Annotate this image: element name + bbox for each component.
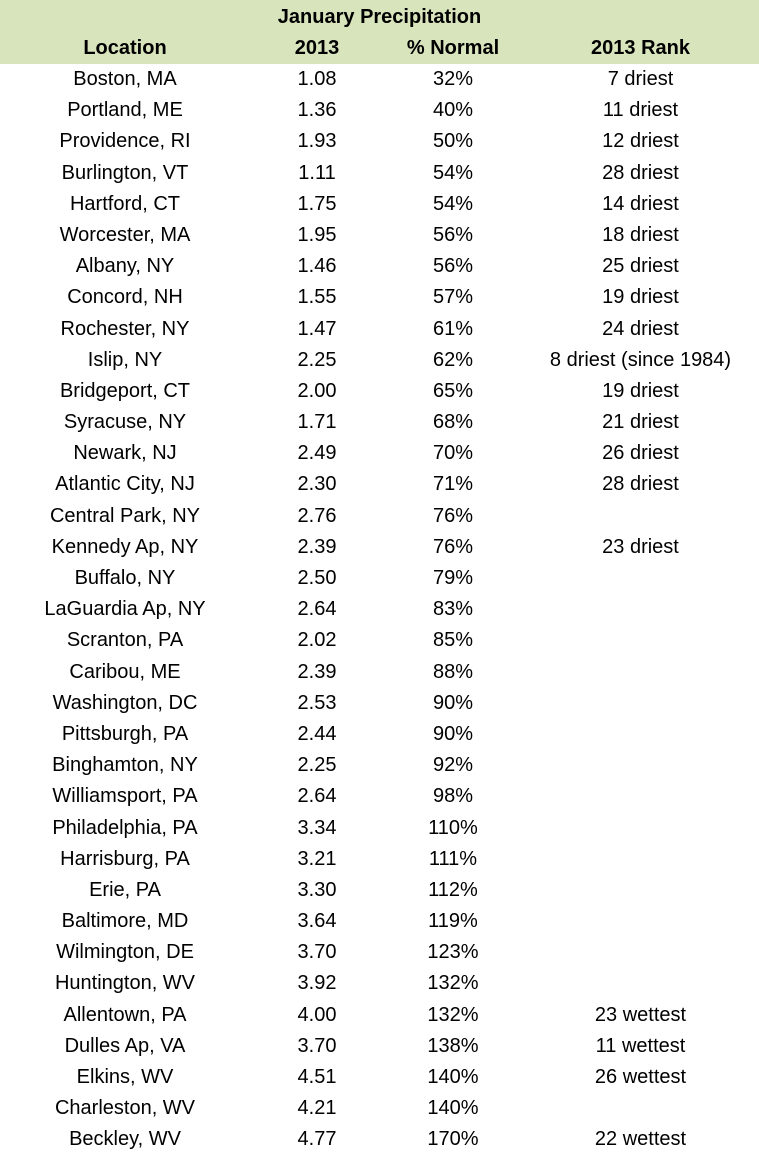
pct-normal-cell: 54%: [432, 192, 474, 215]
rank-cell: 24 driest: [602, 317, 679, 340]
location-cell: Providence, RI: [59, 130, 191, 153]
table-row: [0, 189, 759, 220]
precip-2013-cell: 2.44: [297, 722, 337, 745]
rank-cell: 26 wettest: [594, 1066, 687, 1088]
pct-normal-cell: 110%: [428, 816, 478, 839]
precip-2013-cell: 3.34: [297, 816, 337, 839]
rank-cell: 25 driest: [602, 255, 679, 278]
rank-cell: 14 driest: [602, 192, 679, 215]
table-row: [0, 282, 759, 313]
location-cell: Beckley, WV: [69, 1128, 181, 1151]
column-header-pct-normal: % Normal: [406, 37, 500, 59]
table-row: [0, 563, 759, 594]
rank-cell: 12 driest: [602, 130, 679, 153]
pct-normal-cell: 123%: [427, 941, 479, 964]
precip-2013-cell: 2.64: [297, 785, 337, 808]
location-cell: Philadelphia, PA: [52, 816, 198, 839]
table-row: [0, 220, 759, 251]
pct-normal-cell: 90%: [432, 691, 474, 714]
precip-2013-cell: 1.71: [297, 411, 337, 434]
location-cell: Islip, NY: [87, 348, 163, 371]
pct-normal-cell: 40%: [432, 99, 474, 122]
table-row: [0, 657, 759, 688]
pct-normal-cell: 140%: [427, 1097, 479, 1120]
rank-cell: 11 driest: [602, 99, 679, 122]
precip-2013-cell: 1.47: [297, 317, 337, 340]
rank-cell: 19 driest: [602, 379, 679, 402]
rank-cell: 8 driest (since 1984): [549, 348, 732, 371]
table-row: [0, 781, 759, 812]
table-row: [0, 625, 759, 656]
pct-normal-cell: 61%: [432, 317, 474, 340]
pct-normal-cell: 65%: [432, 379, 474, 402]
location-cell: Atlantic City, NJ: [55, 473, 195, 496]
table-row: [0, 750, 759, 781]
pct-normal-cell: 85%: [432, 629, 474, 652]
pct-normal-cell: 54%: [432, 161, 474, 184]
table-row: [0, 532, 759, 563]
pct-normal-cell: 138%: [427, 1034, 479, 1057]
precip-2013-cell: 1.95: [297, 223, 337, 246]
precip-2013-cell: 3.92: [297, 972, 337, 995]
pct-normal-cell: 56%: [432, 255, 474, 278]
table-row: [0, 875, 759, 906]
precip-2013-cell: 1.36: [297, 99, 337, 122]
column-headers: [0, 34, 759, 62]
table-row: [0, 469, 759, 500]
precip-2013-cell: 1.75: [297, 192, 337, 215]
location-cell: Buffalo, NY: [74, 567, 176, 589]
location-cell: Scranton, PA: [66, 629, 184, 652]
location-cell: Bridgeport, CT: [59, 379, 191, 402]
precip-2013-cell: 4.77: [297, 1128, 337, 1151]
rank-cell: 28 driest: [602, 473, 679, 496]
table-row: [0, 314, 759, 345]
table-row: [0, 844, 759, 875]
pct-normal-cell: 57%: [432, 286, 474, 309]
location-cell: Worcester, MA: [59, 223, 191, 246]
location-cell: Kennedy Ap, NY: [51, 535, 199, 558]
table-row: [0, 251, 759, 282]
precip-2013-cell: 3.21: [297, 847, 337, 870]
pct-normal-cell: 70%: [432, 442, 474, 465]
pct-normal-cell: 90%: [432, 722, 474, 745]
rank-cell: 21 driest: [602, 411, 679, 434]
pct-normal-cell: 32%: [432, 68, 474, 90]
pct-normal-cell: 88%: [432, 660, 474, 683]
column-header-2013: 2013: [294, 37, 340, 59]
table-row: [0, 126, 759, 157]
precip-2013-cell: 3.70: [297, 941, 337, 964]
table-row: [0, 345, 759, 376]
precip-2013-cell: 2.50: [297, 567, 337, 589]
location-cell: Baltimore, MD: [61, 910, 189, 933]
precip-2013-cell: 2.39: [297, 660, 337, 683]
location-cell: Burlington, VT: [61, 161, 189, 184]
table-row: [0, 937, 759, 968]
table-header: [0, 0, 759, 64]
table-row: [0, 64, 759, 95]
pct-normal-cell: 92%: [432, 754, 474, 777]
column-header-rank: 2013 Rank: [591, 37, 690, 59]
pct-normal-cell: 62%: [432, 348, 474, 371]
pct-normal-cell: 112%: [428, 878, 478, 901]
precip-2013-cell: 2.25: [297, 348, 337, 371]
precip-2013-cell: 4.00: [297, 1003, 337, 1026]
rank-cell: 11 wettest: [595, 1034, 686, 1057]
rank-cell: 19 driest: [602, 286, 679, 309]
location-cell: Hartford, CT: [69, 192, 181, 215]
location-cell: Portland, ME: [67, 99, 183, 122]
table-row: [0, 968, 759, 999]
location-cell: Syracuse, NY: [63, 411, 187, 434]
table-row: [0, 719, 759, 750]
precip-2013-cell: 2.64: [297, 598, 337, 621]
rank-cell: 7 driest: [607, 68, 674, 90]
precip-2013-cell: 1.46: [297, 255, 337, 278]
pct-normal-cell: 76%: [432, 535, 474, 558]
pct-normal-cell: 111%: [428, 847, 478, 870]
pct-normal-cell: 56%: [432, 223, 474, 246]
precip-2013-cell: 1.55: [297, 286, 337, 309]
pct-normal-cell: 132%: [427, 972, 479, 995]
pct-normal-cell: 119%: [428, 910, 478, 933]
rank-cell: 23 driest: [602, 535, 679, 558]
pct-normal-cell: 170%: [427, 1128, 479, 1151]
precip-2013-cell: 4.21: [297, 1097, 337, 1120]
rank-cell: 23 wettest: [594, 1003, 687, 1026]
table-title: January Precipitation: [277, 6, 482, 28]
table-row: [0, 95, 759, 126]
precip-2013-cell: 3.70: [297, 1034, 337, 1057]
pct-normal-cell: 50%: [432, 130, 474, 153]
location-cell: Elkins, WV: [76, 1066, 174, 1088]
precip-2013-cell: 4.51: [297, 1066, 337, 1088]
table-row: [0, 1000, 759, 1031]
location-cell: Dulles Ap, VA: [64, 1034, 186, 1057]
column-header-location: Location: [83, 37, 167, 59]
location-cell: Erie, PA: [89, 878, 161, 901]
precip-2013-cell: 2.25: [297, 754, 337, 777]
pct-normal-cell: 98%: [432, 785, 474, 808]
location-cell: Rochester, NY: [60, 317, 190, 340]
location-cell: Central Park, NY: [49, 504, 201, 527]
precip-2013-cell: 3.64: [297, 910, 337, 933]
precip-2013-cell: 1.93: [297, 130, 337, 153]
table-row: [0, 438, 759, 469]
pct-normal-cell: 76%: [432, 504, 474, 527]
rank-cell: 22 wettest: [594, 1128, 687, 1151]
pct-normal-cell: 79%: [432, 567, 474, 589]
location-cell: Binghamton, NY: [52, 754, 198, 777]
table-body: [0, 64, 759, 1156]
pct-normal-cell: 140%: [427, 1066, 479, 1088]
table-row: [0, 407, 759, 438]
pct-normal-cell: 83%: [432, 598, 474, 621]
location-cell: Pittsburgh, PA: [61, 722, 189, 745]
location-cell: Boston, MA: [73, 68, 177, 90]
location-cell: Newark, NJ: [73, 442, 177, 465]
table-row: [0, 594, 759, 625]
table-row: [0, 376, 759, 407]
table-row: [0, 1093, 759, 1124]
location-cell: Caribou, ME: [69, 660, 181, 683]
location-cell: Concord, NH: [67, 286, 183, 309]
table-row: [0, 1062, 759, 1093]
precip-2013-cell: 1.08: [297, 68, 337, 90]
pct-normal-cell: 68%: [432, 411, 474, 434]
precip-2013-cell: 2.30: [297, 473, 337, 496]
precip-2013-cell: 2.00: [297, 379, 337, 402]
location-cell: Harrisburg, PA: [60, 847, 190, 870]
location-cell: Williamsport, PA: [52, 785, 198, 808]
table-row: [0, 813, 759, 844]
rank-cell: 28 driest: [602, 161, 679, 184]
location-cell: LaGuardia Ap, NY: [44, 598, 206, 621]
table-row: [0, 501, 759, 532]
pct-normal-cell: 132%: [427, 1003, 479, 1026]
location-cell: Allentown, PA: [63, 1003, 187, 1026]
precip-2013-cell: 1.11: [298, 161, 336, 184]
table-row: [0, 1124, 759, 1155]
table-row: [0, 158, 759, 189]
location-cell: Wilmington, DE: [56, 941, 194, 964]
precip-2013-cell: 2.39: [297, 535, 337, 558]
rank-cell: 18 driest: [602, 223, 679, 246]
pct-normal-cell: 71%: [432, 473, 474, 496]
table-row: [0, 1031, 759, 1062]
precip-2013-cell: 2.76: [297, 504, 337, 527]
table-row: [0, 688, 759, 719]
precip-2013-cell: 2.49: [297, 442, 337, 465]
location-cell: Washington, DC: [52, 691, 198, 714]
location-cell: Albany, NY: [75, 255, 175, 278]
table-row: [0, 906, 759, 937]
precip-2013-cell: 3.30: [297, 878, 337, 901]
location-cell: Huntington, WV: [54, 972, 196, 995]
precip-2013-cell: 2.53: [297, 691, 337, 714]
precip-2013-cell: 2.02: [297, 629, 337, 652]
location-cell: Charleston, WV: [54, 1097, 196, 1120]
rank-cell: 26 driest: [602, 442, 679, 465]
